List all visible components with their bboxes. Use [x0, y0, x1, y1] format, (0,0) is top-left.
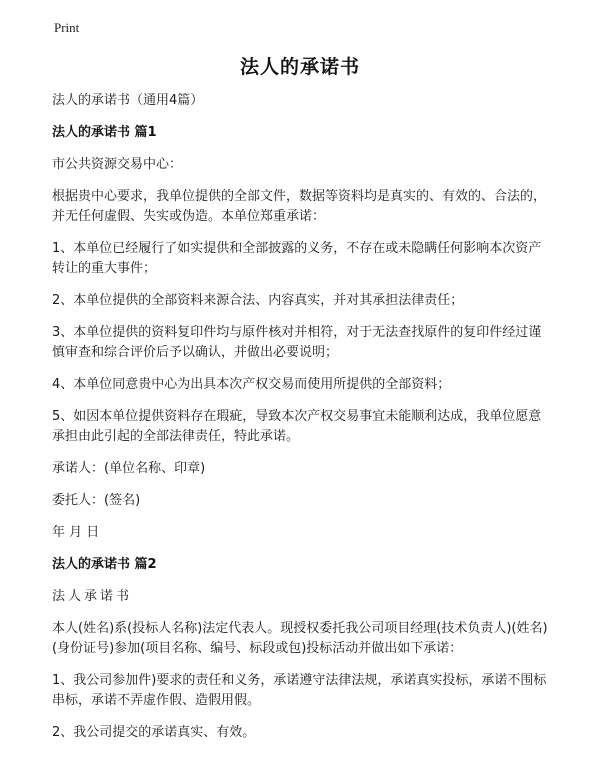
paragraph: 2、本单位提供的全部资料来源合法、内容真实，并对其承担法律责任；	[52, 293, 464, 308]
paragraph: 4、本单位同意贵中心为出具本次产权交易而使用所提供的全部资料；	[52, 377, 451, 392]
document-body	[52, 91, 552, 755]
section-subtitle: 法人承诺书	[52, 589, 133, 604]
date-line: 年 月 日	[52, 525, 100, 540]
paragraph: 市公共资源交易中心：	[52, 157, 183, 172]
signature-line: 承诺人：(单位名称、印章)	[52, 461, 206, 476]
paragraph: 1、本单位已经履行了如实提供和全部披露的义务，不存在或未隐瞒任何影响本次资产转让的重大事件；	[52, 241, 542, 276]
signature-line: 委托人：(签名)	[52, 493, 141, 508]
paragraph: 本人(姓名)系(投标人名称)法定代表人。现授权委托我公司项目经理(技术负责人)(姓名)(身份证号)参加(项目名称、编号、标段或包)投标活动并做出如下承诺：	[52, 621, 548, 656]
paragraph: 5、如因本单位提供资料存在瑕疵，导致本次产权交易事宜未能顺利达成，我单位愿意承担由此引起的全部法律责任，特此承诺。	[52, 409, 542, 444]
paragraph: 2、我公司提交的承诺真实、有效。	[52, 725, 256, 740]
paragraph: 根据贵中心要求，我单位提供的全部文件，数据等资料均是真实的、有效的、合法的，并无任何虚假、失实或伪造。本单位郑重承诺：	[52, 189, 547, 224]
section-heading-1: 法人的承诺书 篇1	[52, 125, 157, 140]
section-heading-2: 法人的承诺书 篇2	[52, 557, 157, 572]
print-link[interactable]: Print	[54, 20, 80, 35]
page-title: 法人的承诺书	[239, 56, 360, 78]
document-subtitle: 法人的承诺书（通用4篇）	[52, 93, 204, 108]
paragraph: 3、本单位提供的资料复印件均与原件核对并相符，对于无法查找原件的复印件经过谨慎审查和综合评价后予以确认，并做出必要说明；	[52, 325, 542, 360]
paragraph: 1、我公司参加件)要求的责任和义务，承诺遵守法律法规，承诺真实投标，承诺不围标串标，承诺不弄虚作假、造假用假。	[52, 673, 547, 708]
